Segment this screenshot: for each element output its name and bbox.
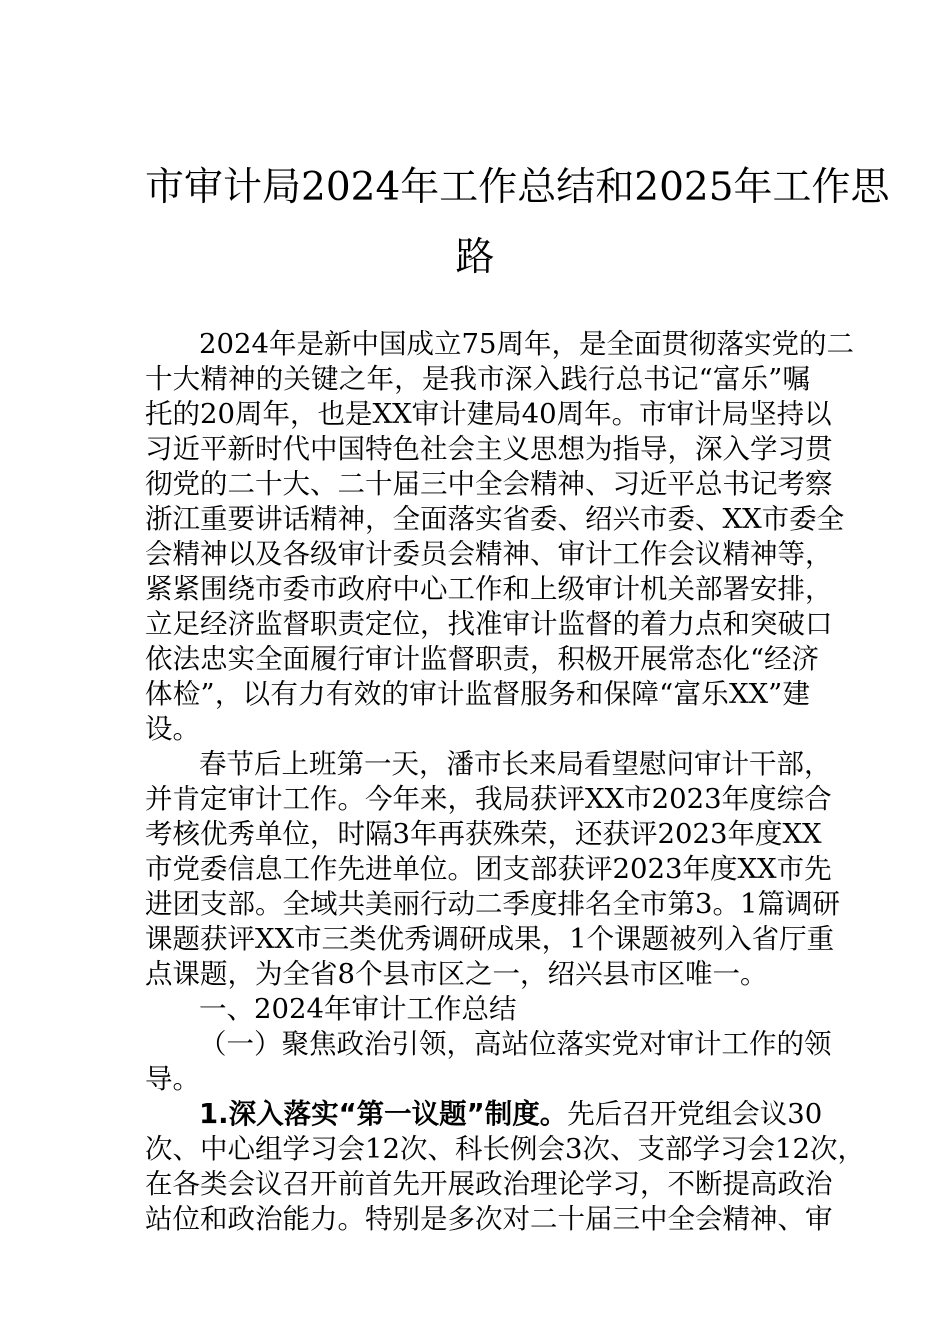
paragraph-1-line: 会精神以及各级审计委员会精神、审计工作会议精神等， [145, 538, 833, 570]
subsection-heading-line: 导。 [145, 1063, 200, 1095]
paragraph-1-line: 紧紧围绕市委市政府中心工作和上级审计机关部署安排， [145, 573, 833, 605]
item-1-line: 站位和政治能力。特别是多次对二十届三中全会精神、审 [145, 1203, 833, 1235]
paragraph-2-line: 市党委信息工作先进单位。团支部获评2023年度XX市先 [145, 853, 832, 885]
item-1-text: 先后召开党组会议30 [567, 1098, 823, 1130]
paragraph-1-line: 习近平新时代中国特色社会主义思想为指导，深入学习贯 [145, 433, 833, 465]
section-heading: 一、2024年审计工作总结 [199, 993, 517, 1025]
paragraph-2-line: 考核优秀单位，时隔3年再获殊荣，还获评2023年度XX [145, 818, 822, 850]
paragraph-1-line: 依法忠实全面履行审计监督职责，积极开展常态化“经济 [145, 643, 820, 675]
item-1-heading: 1.深入落实“第一议题”制度。 [199, 1098, 568, 1130]
paragraph-1-line: 十大精神的关键之年，是我市深入践行总书记“富乐”嘱 [145, 363, 810, 395]
item-1-line: 在各类会议召开前首先开展政治理论学习，不断提高政治 [145, 1168, 833, 1200]
paragraph-1-line: 彻党的二十大、二十届三中全会精神、习近平总书记考察 [145, 468, 833, 500]
paragraph-1-line: 托的20周年，也是XX审计建局40周年。市审计局坚持以 [145, 398, 832, 430]
item-1-line: 次、中心组学习会12次、科长例会3次、支部学习会12次， [145, 1133, 865, 1165]
paragraph-1-line: 立足经济监督职责定位，找准审计监督的着力点和突破口 [145, 608, 833, 640]
paragraph-1-line: 设。 [145, 713, 200, 745]
paragraph-2-line: 并肯定审计工作。今年来，我局获评XX市2023年度综合 [145, 783, 832, 815]
paragraph-1-line: 浙江重要讲话精神，全面落实省委、绍兴市委、XX市委全 [145, 503, 845, 535]
subsection-heading-line: （一）聚焦政治引领，高站位落实党对审计工作的领 [199, 1028, 832, 1060]
paragraph-1-line: 体检”，以有力有效的审计监督服务和保障“富乐XX”建 [145, 678, 810, 710]
item-1-first-line [145, 1096, 823, 1132]
document-title-line-2: 路 [455, 235, 495, 280]
paragraph-2-line: 课题获评XX市三类优秀调研成果，1个课题被列入省厅重 [145, 923, 835, 955]
paragraph-1-line: 2024年是新中国成立75周年，是全面贯彻落实党的二 [199, 328, 854, 360]
document-title-line-1: 市审计局2024年工作总结和2025年工作思 [145, 165, 890, 210]
paragraph-2-line: 进团支部。全域共美丽行动二季度排名全市第3。1篇调研 [145, 888, 840, 920]
paragraph-2-line: 点课题，为全省8个县市区之一，绍兴县市区唯一。 [145, 958, 768, 990]
paragraph-2-line: 春节后上班第一天，潘市长来局看望慰问审计干部， [199, 748, 832, 780]
